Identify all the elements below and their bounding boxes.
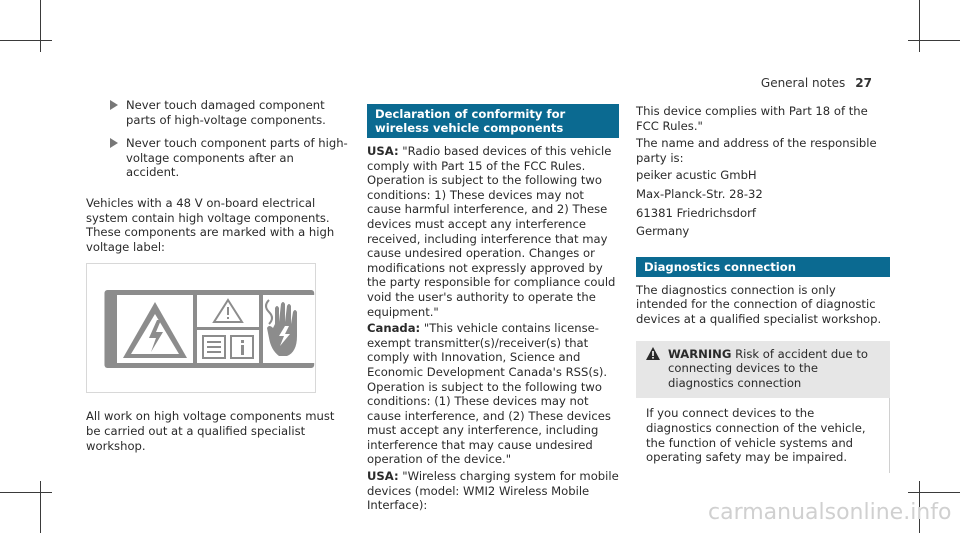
warning-title: Risk of accident due to connecting devices to the diagnostics connection xyxy=(668,346,868,390)
high-voltage-label-figure xyxy=(86,263,316,393)
column-right xyxy=(636,104,890,473)
crop-mark xyxy=(908,40,960,41)
address-line: 61381 Friedrichsdorf xyxy=(636,205,756,220)
paragraph: Canada: "This vehicle contains license-exempt transmitter(s)/receiver(s) that comply with Innovation, Science and Economic Development Canada's RSS(s). Operation is subject to the following two conditions: (1) These devices may not cause interference, and (2) These devices must accept any interference, including interference that may cause undesired operation of the device." xyxy=(367,321,611,467)
bullet-arrow-icon xyxy=(110,138,118,148)
crop-mark xyxy=(40,0,41,52)
warning-label: WARNING xyxy=(668,346,732,361)
crop-mark xyxy=(919,0,920,52)
page-number: 27 xyxy=(855,76,872,90)
crop-mark xyxy=(0,492,52,493)
address-line: Germany xyxy=(636,224,690,239)
crop-mark xyxy=(908,492,960,493)
section-heading: Diagnostics connection xyxy=(636,257,890,277)
paragraph: The diagnostics connection is only intended for the connection of diagnostic devices at a qualified specialist workshop. xyxy=(636,282,882,326)
paragraph: USA: "Wireless charging system for mobile devices (model: WMI2 Wireless Mobile Interface): xyxy=(367,469,619,513)
address-line: peiker acustic GmbH xyxy=(636,168,757,183)
paragraph: Vehicles with a 48 V on-board electrical system contain high voltage components. These components are marked with a high voltage label: xyxy=(86,195,335,254)
warning-triangle-icon xyxy=(646,347,660,360)
column-middle xyxy=(367,104,619,522)
section-heading: Declaration of conformity for wireless vehicle components xyxy=(367,104,619,138)
page-header xyxy=(761,76,872,90)
crop-mark xyxy=(0,40,52,41)
warning-box xyxy=(636,341,890,473)
warning-body: If you connect devices to the diagnostics connection of the vehicle, the function of vehicle systems and operating safety may be impaired. xyxy=(636,398,890,472)
paragraph: The name and address of the responsible party is: xyxy=(636,136,877,165)
list-item: Never touch damaged component parts of high-voltage components. xyxy=(102,98,348,127)
section-title: General notes xyxy=(760,76,846,90)
list-item: Never touch component parts of high-voltage components after an accident. xyxy=(102,136,348,180)
address-line: Max-Planck-Str. 28-32 xyxy=(636,186,763,201)
column-left xyxy=(86,98,348,462)
crop-mark xyxy=(40,481,41,533)
paragraph: This device complies with Part 18 of the FCC Rules." xyxy=(636,104,868,133)
watermark: carmanualsonline.info xyxy=(708,500,952,525)
warning-header xyxy=(636,341,890,399)
high-voltage-label-icon xyxy=(87,264,315,392)
bullet-arrow-icon xyxy=(110,100,118,110)
paragraph: USA: "Radio based devices of this vehicle comply with Part 15 of the FCC Rules. Operation is subject to the following two conditions: 1) These devices may not cause harmful interference, and 2) These devices must accept any interference received, including interference that may cause undesired operation. Changes or modifications not expressly approved by the party responsible for compliance could void the user's authority to operate the equipment." xyxy=(367,144,616,319)
paragraph: All work on high voltage components must be carried out at a qualified specialist workshop. xyxy=(86,409,335,453)
